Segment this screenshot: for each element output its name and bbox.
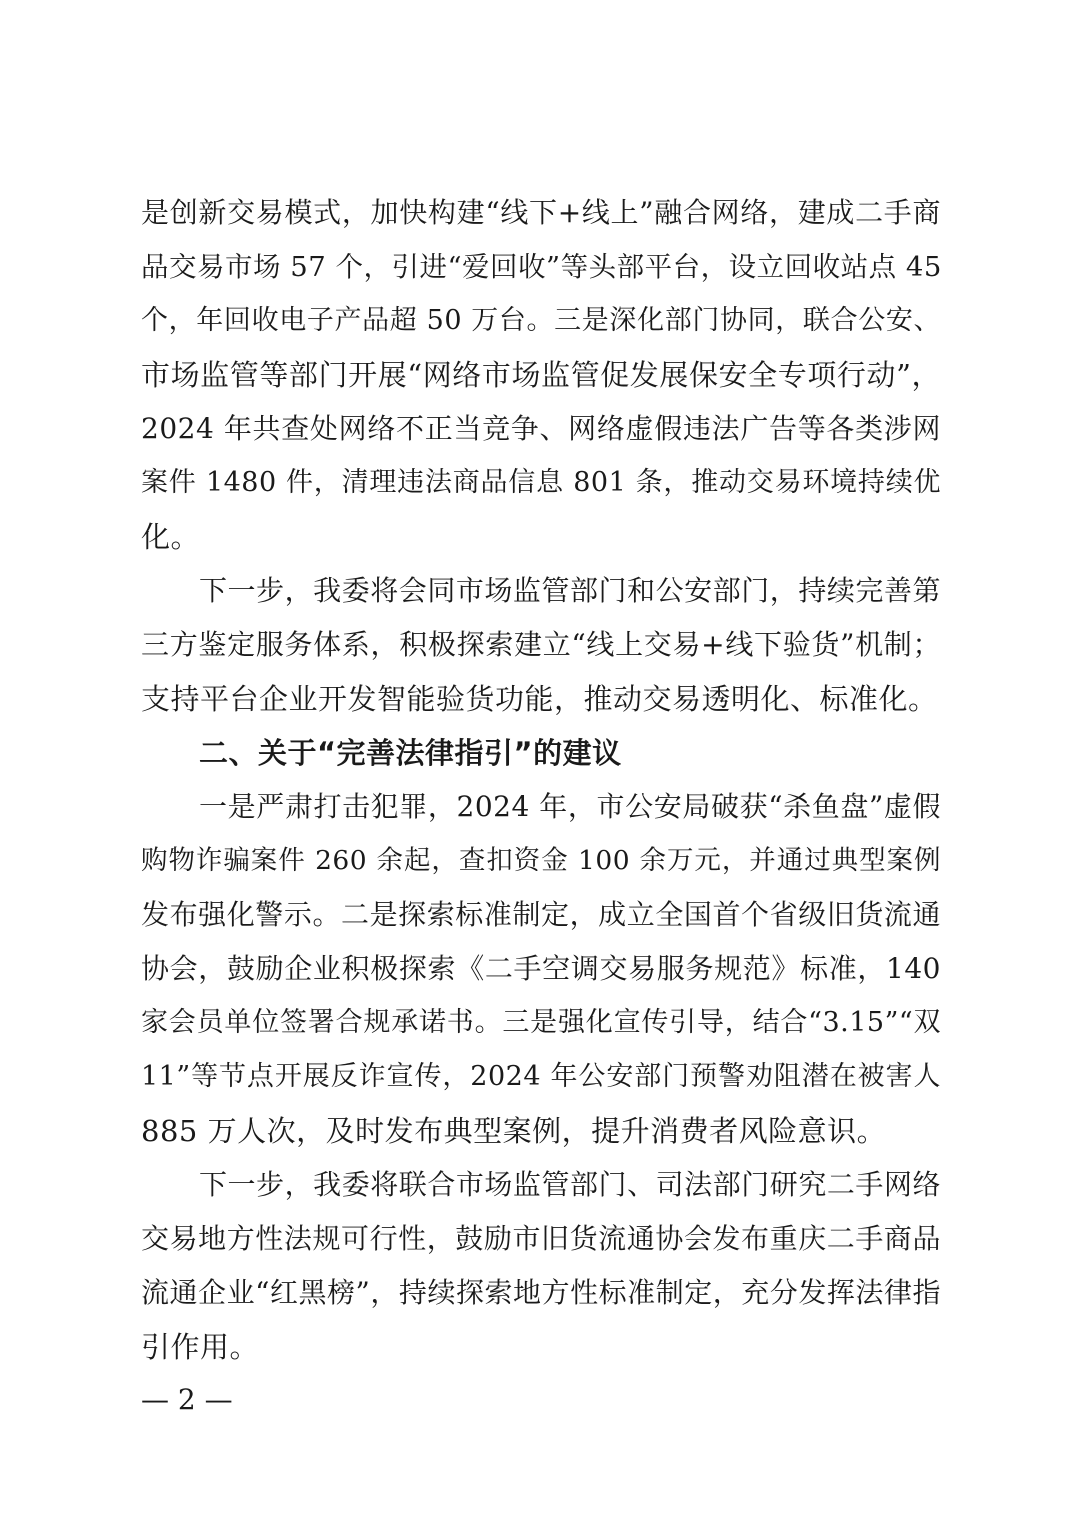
paragraph-4 (141, 1158, 941, 1374)
text-line: 三方鉴定服务体系，积极探索建立“线上交易+线下验货”机制； (141, 628, 941, 661)
page-number: — 2 — (141, 1383, 233, 1416)
text-line: 协会，鼓励企业积极探索《二手空调交易服务规范》标准，140 (141, 952, 941, 985)
text-line: 品交易市场 57 个，引进“爱回收”等头部平台，设立回收站点 45 (141, 251, 942, 283)
text-line: 家会员单位签署合规承诺书。三是强化宣传引导，结合“3.15”“双 (141, 1007, 941, 1038)
section-heading: 二、关于“完善法律指引”的建议 (199, 736, 622, 770)
text-line: 下一步，我委将联合市场监管部门、司法部门研究二手网络 (199, 1168, 941, 1201)
text-line: 流通企业“红黑榜”，持续探索地方性标准制定，充分发挥法律指 (141, 1276, 941, 1309)
text-line: 11”等节点开展反诈宣传，2024 年公安部门预警劝阻潜在被害人 (141, 1061, 941, 1092)
paragraph-1 (141, 186, 941, 564)
text-line: 交易地方性法规可行性，鼓励市旧货流通协会发布重庆二手商品 (141, 1222, 941, 1255)
text-line: 885 万人次，及时发布典型案例，提升消费者风险意识。 (141, 1114, 887, 1148)
text-line: 下一步，我委将会同市场监管部门和公安部门，持续完善第 (199, 574, 941, 607)
paragraph-2 (141, 564, 941, 726)
text-line: 引作用。 (141, 1330, 260, 1364)
text-line: 市场监管等部门开展“网络市场监管促发展保安全专项行动”， (141, 358, 941, 392)
text-line: 2024 年共查处网络不正当竞争、网络虚假违法广告等各类涉网 (141, 412, 941, 445)
text-line: 发布强化警示。二是探索标准制定，成立全国首个省级旧货流通 (141, 898, 941, 931)
text-line: 是创新交易模式，加快构建“线下+线上”融合网络，建成二手商 (141, 196, 941, 229)
text-line: 支持平台企业开发智能验货功能，推动交易透明化、标准化。 (141, 682, 938, 716)
text-line: 购物诈骗案件 260 余起，查扣资金 100 余万元，并通过典型案例 (141, 845, 941, 876)
text-line: 一是严肃打击犯罪，2024 年，市公安局破获“杀鱼盘”虚假 (199, 790, 941, 823)
paragraph-3 (141, 780, 941, 1158)
text-line: 化。 (141, 520, 201, 554)
document-body (141, 186, 941, 1374)
text-line: 个，年回收电子产品超 50 万台。三是深化部门协同，联合公安、 (141, 305, 941, 336)
text-line: 案件 1480 件，清理违法商品信息 801 条，推动交易环境持续优 (141, 467, 941, 498)
